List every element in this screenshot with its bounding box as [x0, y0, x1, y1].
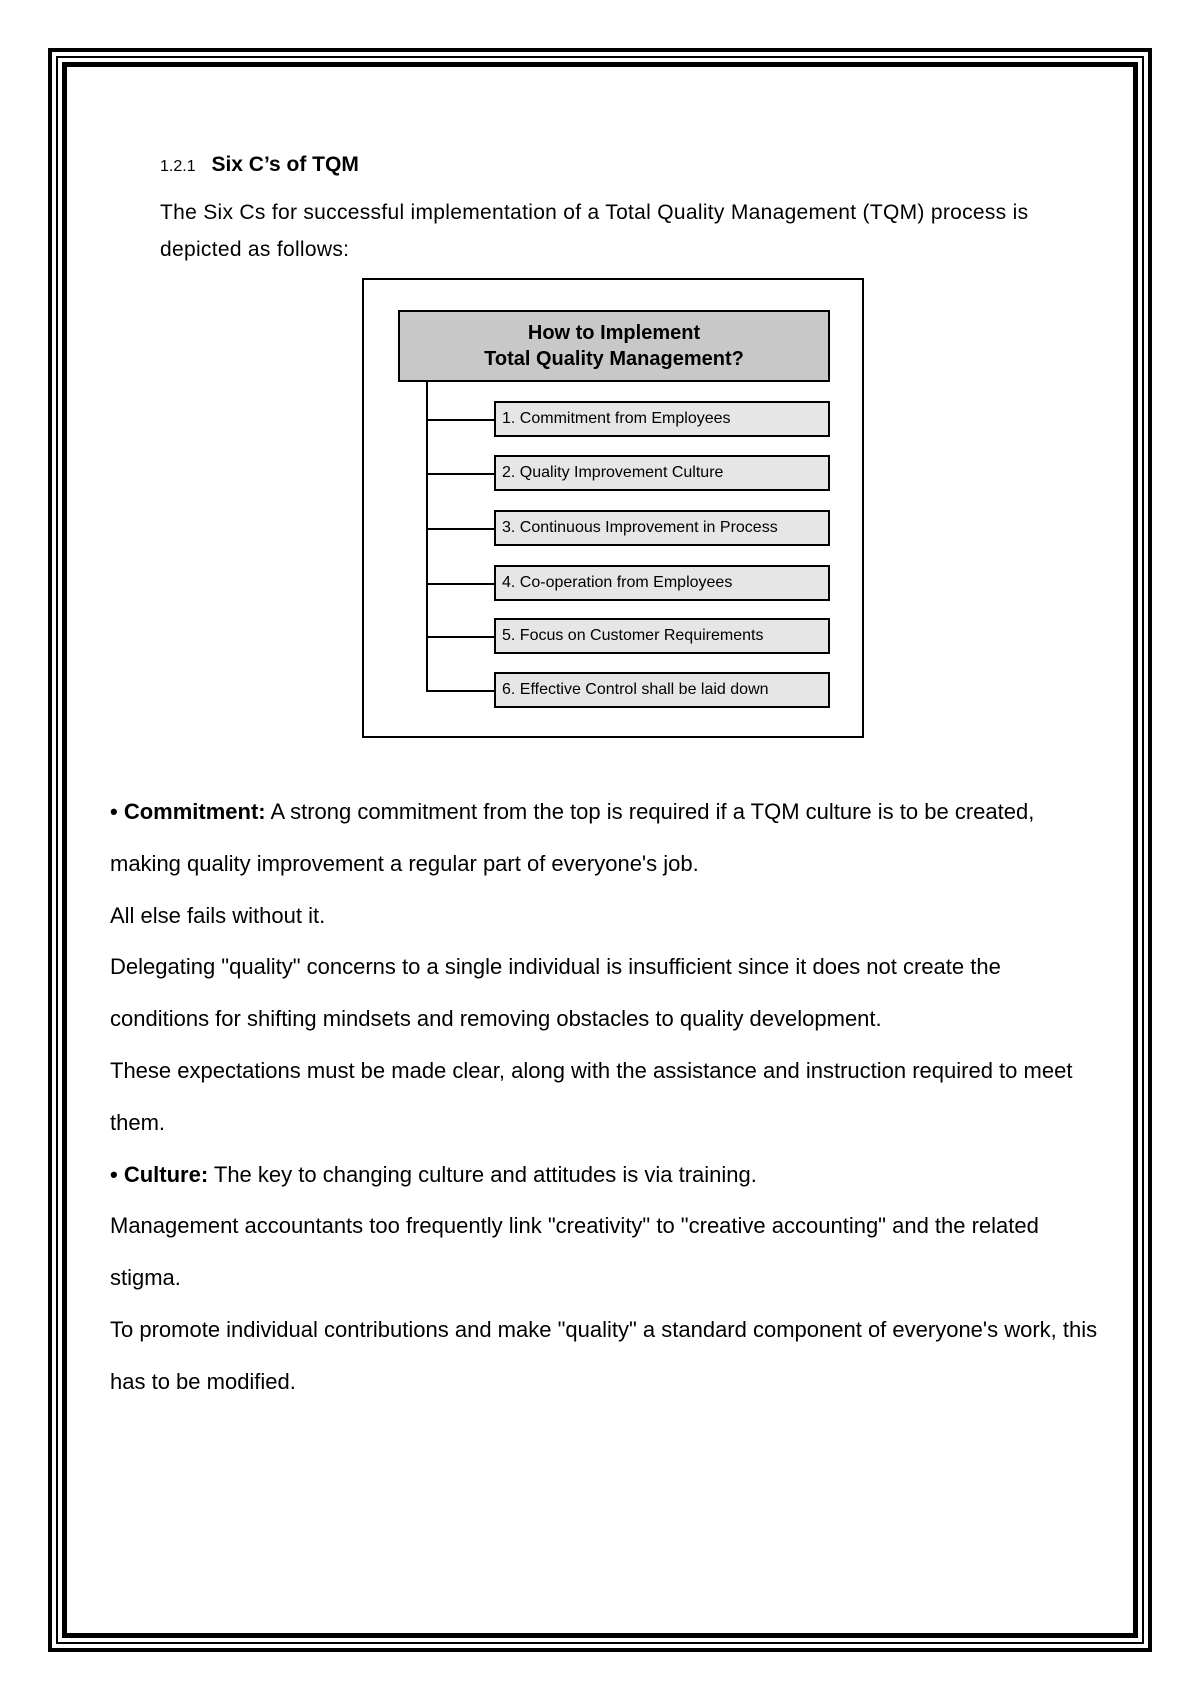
- diagram-connector-2: [426, 473, 494, 475]
- diagram-step-5: 5. Focus on Customer Requirements: [494, 618, 830, 654]
- intro-paragraph: The Six Cs for successful implementation of a Total Quality Management (TQM) process is depicted as follows:: [160, 201, 1029, 261]
- paragraph-delegating: Delegating "quality" concerns to a single individual is insufficient since it does not create the conditions for shifting mindsets and removing obstacles to quality development.: [110, 954, 1001, 1032]
- section-number: 1.2.1: [160, 158, 196, 175]
- diagram-step-3: 3. Continuous Improvement in Process: [494, 510, 830, 546]
- diagram-title-line2: Total Quality Management?: [484, 348, 744, 370]
- commitment-label: Commitment:: [123, 799, 266, 824]
- diagram-connector-4: [426, 583, 494, 585]
- diagram-connector-6: [426, 690, 494, 692]
- diagram-step-6: 6. Effective Control shall be laid down: [494, 672, 830, 708]
- diagram-title-line1: How to Implement: [527, 322, 701, 344]
- diagram-connector-3: [426, 528, 494, 530]
- diagram-header: [398, 310, 830, 382]
- paragraph-all-else: All else fails without it.: [110, 902, 326, 928]
- paragraph-expectations: These expectations must be made clear, along with the assistance and instruction required to meet them.: [110, 1057, 1073, 1135]
- culture-label: Culture:: [123, 1161, 209, 1187]
- tqm-diagram: [362, 278, 864, 738]
- section-heading: [160, 152, 359, 180]
- diagram-connector-5: [426, 636, 494, 638]
- diagram-vertical-connector: [426, 382, 428, 691]
- paragraph-management-accountants: Management accountants too frequently link "creativity" to "creative accounting" and the related stigma.: [110, 1213, 1039, 1291]
- commitment-bullet: •: [110, 799, 118, 824]
- culture-bullet: •: [110, 1161, 118, 1187]
- body-text: [110, 786, 1100, 1408]
- commitment-text: A strong commitment from the top is required if a TQM culture is to be created, making quality improvement a regular part of everyone's job.: [110, 799, 1035, 876]
- diagram-connector-1: [426, 419, 494, 421]
- paragraph-promote: To promote individual contributions and make "quality" a standard component of everyone's work, this has to be modified.: [110, 1316, 1098, 1394]
- diagram-step-2: 2. Quality Improvement Culture: [494, 455, 830, 491]
- culture-paragraph: [110, 1149, 1100, 1201]
- diagram-step-4: 4. Co-operation from Employees: [494, 565, 830, 601]
- diagram-step-1: 1. Commitment from Employees: [494, 401, 830, 437]
- commitment-paragraph: [110, 786, 1100, 890]
- section-title: Six C’s of TQM: [211, 153, 359, 176]
- culture-text: The key to changing culture and attitudes is via training.: [213, 1161, 757, 1187]
